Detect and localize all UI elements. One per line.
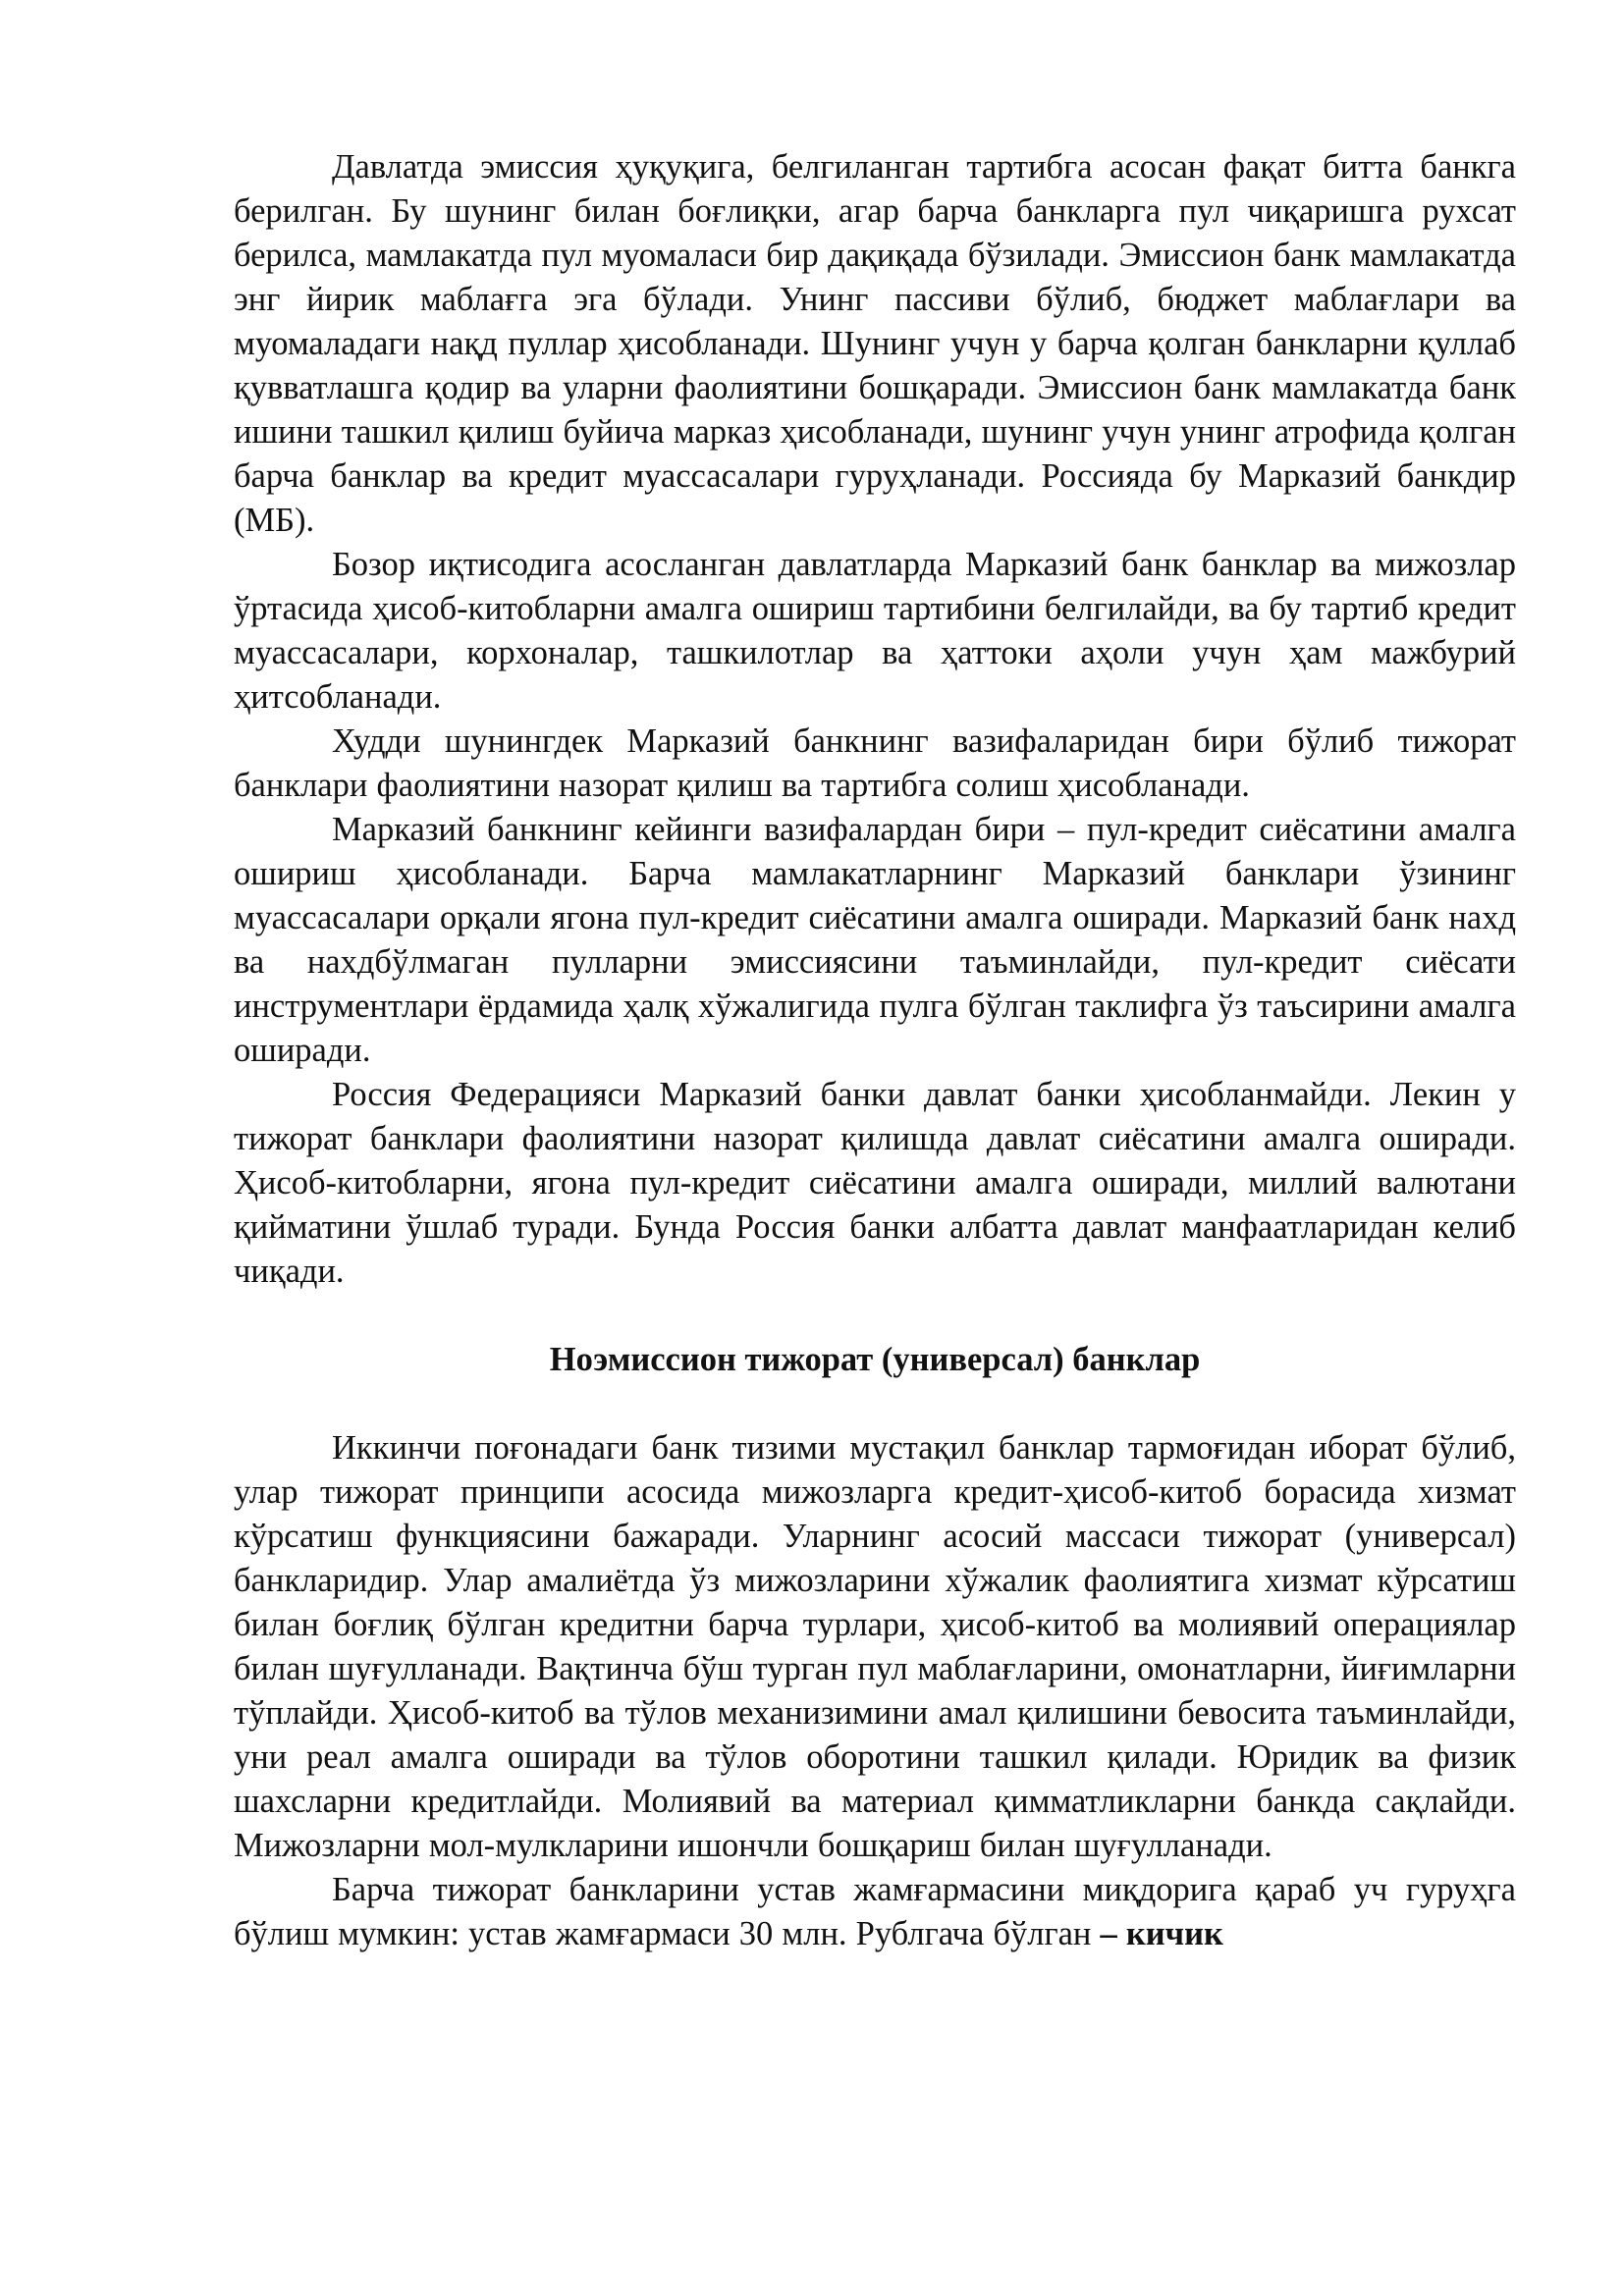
paragraph-settlement-order: Бозор иқтисодига асосланган давлатларда Марказий банк банклар ва мижозлар ўртасида ҳисоб-китобларни амалга ошириш тартибини белгилайди, ва бу тартиб кредит муассасалари, корхоналар, ташкилотлар ва ҳаттоки аҳоли учун ҳам мажбурий ҳитсобланади. (234, 546, 1516, 716)
paragraph-bank-groups-text: Барча тижорат банкларини устав жамғармасини миқдорига қараб уч гуруҳга бўлиш мумкин: устав жамғармаси 30 млн. Рублгача бўлган (234, 1871, 1516, 1952)
document-body (234, 145, 1516, 1956)
paragraph-second-tier-banks: Иккинчи поғонадаги банк тизими мустақил банклар тармоғидан иборат бўлиб, улар тижорат принципи асосида мижозларга кредит-ҳисоб-китоб борасида хизмат кўрсатиш функциясини бажаради. Уларнинг асосий массаси тижорат (универсал) банкларидир. Улар амалиётда ўз мижозларини хўжалик фаолиятига хизмат кўрсатиш билан боғлиқ бўлган кредитни барча турлари, ҳисоб-китоб ва молиявий операциялар билан шуғулланади. Вақтинча бўш турган пул маблағларини, омонатларни, йиғимларни тўплайди. Ҳисоб-китоб ва тўлов механизимини амал қилишини бевосита таъминлайди, уни реал амалга оширади ва тўлов оборотини ташкил қилади. Юридик ва физик шахсларни кредитлайди. Молиявий ва материал қимматликларни банкда сақлайди. Мижозларни мол-мулкларини ишончли бошқариш билан шуғулланади. (234, 1429, 1516, 1864)
paragraph-bank-groups (234, 1868, 1516, 1956)
paragraph-russia-central-bank: Россия Федерацияси Марказий банки давлат банки ҳисобланмайди. Лекин у тижорат банклари фаолиятини назорат қилишда давлат сиёсатини амалга оширади. Ҳисоб-китобларни, ягона пул-кредит сиёсатини амалга оширади, миллий валютани қийматини ўшлаб туради. Бунда Россия банки албатта давлат манфаатларидан келиб чиқади. (234, 1076, 1516, 1290)
paragraph-emission-rights: Давлатда эмиссия ҳуқуқига, белгиланган тартибга асосан фақат битта банкга берилган. Бу шунинг билан боғлиқки, агар барча банкларга пул чиқаришга рухсат берилса, мамлакатда пул муомаласи бир дақиқада бўзилади. Эмиссион банк мамлакатда энг йирик маблағга эга бўлади. Унинг пассиви бўлиб, бюджет маблағлари ва муомаладаги нақд пуллар ҳисобланади. Шунинг учун у барча қолган банкларни қуллаб қувватлашга қодир ва уларни фаолиятини бошқаради. Эмиссион банк мамлакатда банк ишини ташкил қилиш буйича марказ ҳисобланади, шунинг учун унинг атрофида қолган барча банклар ва кредит муассасалари гуруҳланади. Россияда бу Марказий банкдир (МБ). (234, 148, 1516, 539)
paragraph-monetary-policy: Марказий банкнинг кейинги вазифалардан бири – пул-кредит сиёсатини амалга ошириш ҳисобланади. Барча мамлакатларнинг Марказий банклари ўзининг муассасалари орқали ягона пул-кредит сиёсатини амалга оширади. Марказий банк нахд ва нахдбўлмаган пулларни эмиссиясини таъминлайди, пул-кредит сиёсати инструментлари ёрдамида ҳалқ хўжалигида пулга бўлган таклифга ўз таъсирини амалга оширади. (234, 811, 1516, 1069)
section-heading: Ноэмиссион тижорат (универсал) банклар (549, 1341, 1201, 1378)
paragraph-bank-supervision: Худди шунингдек Марказий банкнинг вазифаларидан бири бўлиб тижорат банклари фаолиятини назорат қилиш ва тартибга солиш ҳисобланади. (234, 722, 1516, 804)
paragraph-bank-groups-bold: – кичик (1100, 1915, 1223, 1952)
